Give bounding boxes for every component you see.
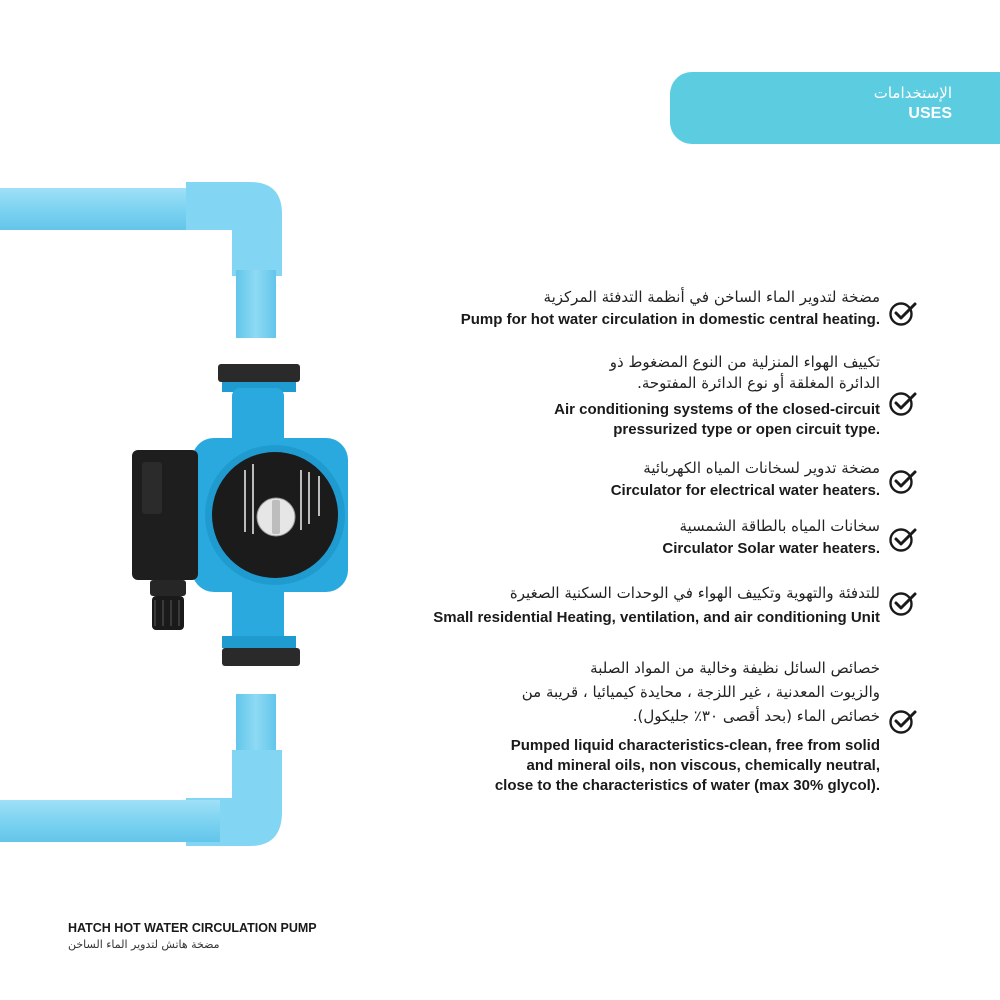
check-circle-icon: [888, 707, 918, 737]
caption-title-en: HATCH HOT WATER CIRCULATION PUMP: [68, 921, 317, 935]
use-text-en: Circulator for electrical water heaters.: [610, 482, 880, 499]
use-text-en: close to the characteristics of water (max 30% glycol).: [494, 777, 880, 794]
caption-title-ar: مضخة هاتش لتدوير الماء الساخن: [68, 938, 220, 951]
use-text-ar: سخانات المياه بالطاقة الشمسية: [679, 517, 880, 535]
use-text-ar: مضخة تدوير لسخانات المياه الكهربائية: [643, 459, 880, 477]
use-text-ar: للتدفئة والتهوية وتكييف الهواء في الوحدات السكنية الصغيرة: [509, 584, 880, 602]
check-circle-icon: [888, 589, 918, 619]
check-circle-icon: [888, 525, 918, 555]
circulation-pump-icon: [132, 364, 348, 666]
use-text-en: Pump for hot water circulation in domestic central heating.: [460, 311, 880, 328]
uses-title-ar: الإستخدامات: [873, 84, 952, 102]
use-item: [611, 458, 880, 501]
use-text-en: Air conditioning systems of the closed-circuit: [554, 401, 880, 418]
bottom-pipe: [0, 694, 282, 846]
use-text-en: Circulator Solar water heaters.: [662, 540, 880, 557]
use-text-ar: خصائص الماء (بحد أقصى ٣٠٪ جليكول).: [632, 707, 880, 725]
top-pipe: [0, 182, 282, 338]
use-item: [433, 583, 880, 628]
use-text-en: pressurized type or open circuit type.: [613, 421, 880, 438]
use-item: [461, 287, 880, 330]
use-text-ar: خصائص السائل نظيفة وخالية من المواد الصلبة: [590, 659, 880, 677]
pump-illustration: [0, 0, 400, 900]
uses-title-en: USES: [908, 105, 952, 122]
use-text-ar: الدائرة المغلقة أو نوع الدائرة المفتوحة.: [637, 374, 880, 392]
use-text-ar: مضخة لتدوير الماء الساخن في أنظمة التدفئة المركزية: [543, 288, 880, 306]
use-item: [554, 352, 880, 440]
use-item: [662, 516, 880, 559]
check-circle-icon: [888, 299, 918, 329]
check-circle-icon: [888, 467, 918, 497]
use-text-ar: والزيوت المعدنية ، غير اللزجة ، محايدة كيميائيا ، قريبة من: [521, 683, 880, 701]
use-text-en: and mineral oils, non viscous, chemically neutral,: [526, 757, 880, 774]
uses-header-tab: [670, 72, 1000, 144]
check-circle-icon: [888, 389, 918, 419]
use-text-en: Small residential Heating, ventilation, and air conditioning Unit: [433, 609, 880, 626]
use-text-en: Pumped liquid characteristics-clean, free from solid: [510, 737, 880, 754]
use-item: [495, 656, 880, 796]
use-text-ar: تكييف الهواء المنزلية من النوع المضغوط ذو: [609, 353, 880, 371]
